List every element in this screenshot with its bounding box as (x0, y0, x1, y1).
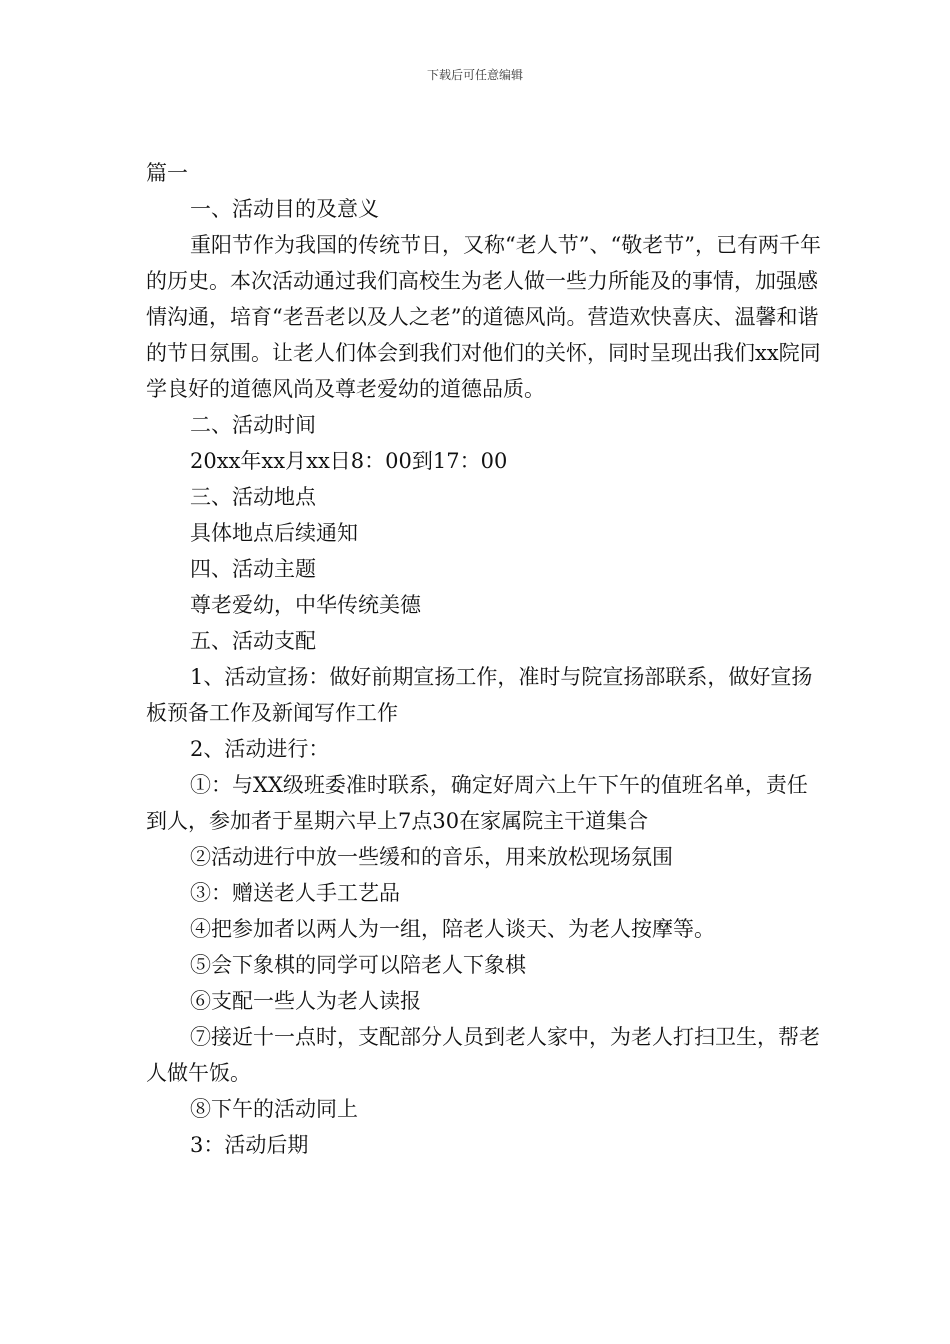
arrangement-sub-4: ④把参加者以两人为一组，陪老人谈天、为老人按摩等。 (190, 917, 715, 941)
activity-location: 具体地点后续通知 (190, 521, 358, 545)
arrangement-sub-8: ⑧下午的活动同上 (190, 1097, 358, 1121)
activity-time: 20xx年xx月xx日8：00到17：00 (190, 449, 508, 473)
arrangement-sub-7: ⑦接近十一点时，支配部分人员到老人家中，为老人打扫卫生，帮老人做午饭。 (146, 1025, 820, 1085)
heading-location: 三、活动地点 (190, 485, 316, 509)
arrangement-sub-5: ⑤会下象棋的同学可以陪老人下象棋 (190, 953, 526, 977)
heading-arrangement: 五、活动支配 (190, 629, 316, 653)
arrangement-sub-6: ⑥支配一些人为老人读报 (190, 989, 421, 1013)
heading-purpose: 一、活动目的及意义 (190, 197, 379, 221)
heading-time: 二、活动时间 (190, 413, 316, 437)
page-header-note: 下载后可任意编辑 (426, 68, 523, 82)
arrangement-sub-3: ③：赠送老人手工艺品 (190, 881, 400, 905)
heading-theme: 四、活动主题 (190, 557, 316, 581)
section-title: 篇一 (146, 161, 188, 185)
arrangement-sub-1: ①：与XX级班委准时联系，确定好周六上午下午的值班名单，责任到人，参加者于星期六早上7点30在家属院主干道集合 (146, 773, 808, 833)
activity-theme: 尊老爱幼，中华传统美德 (190, 593, 421, 617)
document-body (146, 155, 826, 1163)
arrangement-item-3: 3：活动后期 (190, 1133, 309, 1157)
arrangement-item-2: 2、活动进行： (190, 737, 330, 761)
arrangement-sub-2: ②活动进行中放一些缓和的音乐，用来放松现场氛围 (190, 845, 673, 869)
arrangement-item-1: 1、活动宣扬：做好前期宣扬工作，准时与院宣扬部联系，做好宣扬板预备工作及新闻写作工作 (146, 665, 813, 725)
paragraph-purpose: 重阳节作为我国的传统节日，又称“老人节”、“敬老节”，已有两千年的历史。本次活动通过我们高校生为老人做一些力所能及的事情，加强感情沟通，培育“老吾老以及人之老”的道德风尚。营造欢快喜庆、温馨和谐的节日氛围。让老人们体会到我们对他们的关怀，同时呈现出我们xx院同学良好的道德风尚及尊老爱幼的道德品质。 (146, 233, 821, 401)
